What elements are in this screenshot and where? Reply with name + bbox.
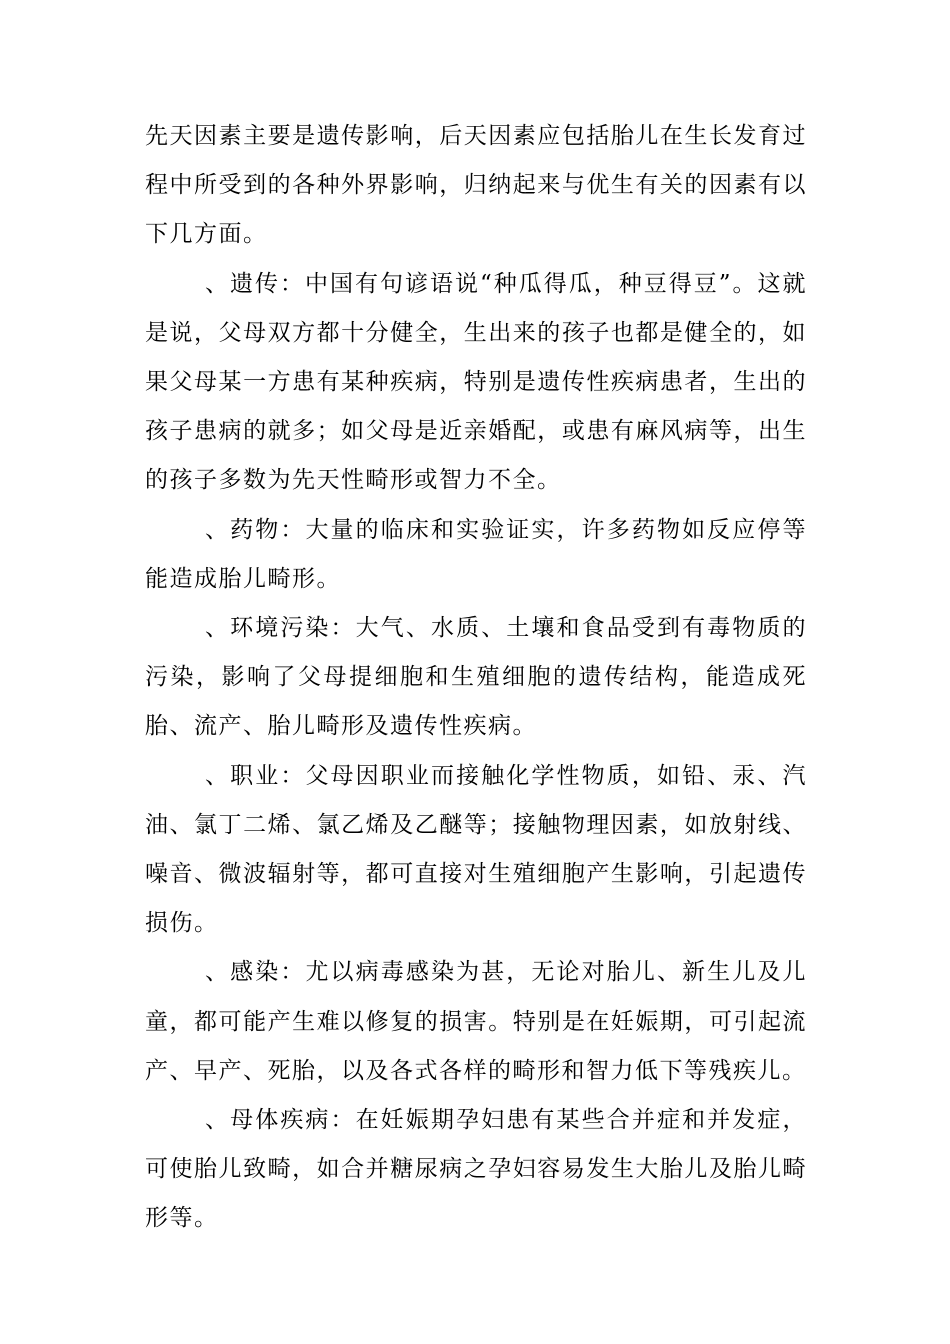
section-heredity — [145, 260, 807, 506]
section-term: 、药物： — [205, 516, 306, 543]
document-body — [145, 112, 807, 1244]
section-infection — [145, 948, 807, 1096]
section-term: 、环境污染： — [205, 615, 356, 642]
section-text: 父母因职业而接触化学性物质，如铅、汞、汽油、氯丁二烯、氯乙烯及乙醚等；接触物理因素，如放射线、噪音、微波辐射等，都可直接对生殖细胞产生影响，引起遗传损伤。 — [145, 762, 808, 937]
section-environment — [145, 604, 807, 752]
section-text: 大量的临床和实验证实，许多药物如反应停等能造成胎儿畸形。 — [145, 516, 808, 592]
section-drugs — [145, 506, 807, 604]
section-text: 尤以病毒感染为甚，无论对胎儿、新生儿及儿童，都可能产生难以修复的损害。特别是在妊娠期，可引起流产、早产、死胎，以及各式各样的畸形和智力低下等残疾儿。 — [145, 959, 808, 1084]
section-term: 、职业： — [205, 762, 306, 789]
section-term: 、遗传： — [205, 270, 305, 297]
section-term: 、感染： — [205, 959, 306, 986]
section-text: 在妊娠期孕妇患有某些合并症和并发症，可使胎儿致畸，如合并糖尿病之孕妇容易发生大胎儿及胎儿畸形等。 — [145, 1107, 808, 1232]
intro-paragraph: 先天因素主要是遗传影响，后天因素应包括胎儿在生长发育过程中所受到的各种外界影响，归纳起来与优生有关的因素有以下几方面。 — [145, 123, 807, 248]
section-term: 、母体疾病： — [205, 1107, 356, 1134]
section-maternal-disease — [145, 1096, 807, 1244]
section-occupation — [145, 752, 807, 949]
section-text: 中国有句谚语说“种瓜得瓜，种豆得豆”。这就是说，父母双方都十分健全，生出来的孩子也都是健全的，如果父母某一方患有某种疾病，特别是遗传性疾病患者，生出的孩子患病的就多；如父母是近亲婚配，或患有麻风病等，出生的孩子多数为先天性畸形或智力不全。 — [145, 270, 807, 494]
section-text: 大气、水质、土壤和食品受到有毒物质的污染，影响了父母提细胞和生殖细胞的遗传结构，能造成死胎、流产、胎儿畸形及遗传性疾病。 — [145, 615, 808, 740]
